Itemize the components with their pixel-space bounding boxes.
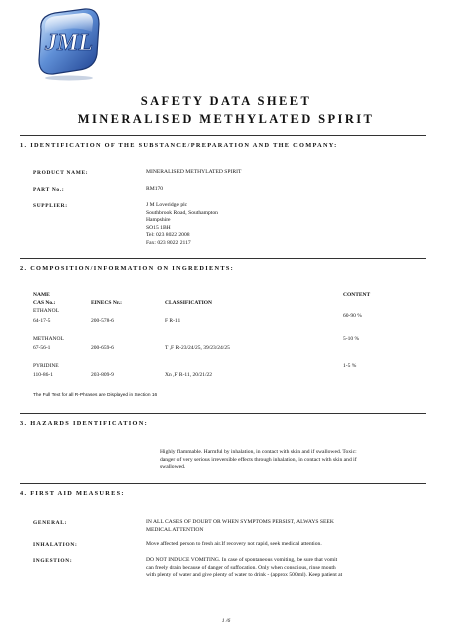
ingestion-line: can freely drain because of danger of suffocation. Only when conscious, rinse mouth [146,564,336,571]
ingredient-name: METHANOL [33,336,64,342]
hazards-text [160,449,410,472]
cas-column-header: CAS No.: [33,300,56,306]
einecs-column-header: EINECS Nr.: [91,300,122,306]
general-text [146,519,421,534]
page-number: 1 /6 [221,618,231,624]
supplier-line: Hampshire [146,217,171,224]
content-column-header: CONTENT [343,292,371,298]
supplier-line: Southbrook Road, Southampton [146,209,218,216]
ingredient-content: 5-10 % [343,336,360,342]
ingredient-cas: 64-17-5 [33,318,51,324]
ingredient-einecs: 203-809-9 [91,372,114,378]
supplier-line: Tel: 023 8022 2008 [146,232,190,239]
supplier-address [146,202,218,248]
ingestion-line: DO NOT INDUCE VOMITING. In case of spontaneous vomiting, be sure that vomit [146,557,338,563]
general-label: GENERAL: [33,520,68,526]
section-3-heading: 3. HAZARDS IDENTIFICATION: [20,420,148,427]
logo-text: JML [45,30,93,56]
supplier-line: J M Loveridge plc [146,202,188,208]
r-phrases-note: The Full Text for all R-Phrases are Displayed in Section 16 [33,393,158,398]
supplier-line: SO15 1BH [146,224,171,231]
ingredient-name: PYRIDINE [33,363,59,369]
ingredient-classification: T ,F R-23/24/25, 39/23/24/25 [165,345,230,351]
classification-column-header: CLASSIFICATION [165,300,212,306]
section-divider [20,483,426,484]
supplier-label: SUPPLIER: [33,203,68,209]
ingredient-content: 60-90 % [343,313,362,319]
ingredient-cas: 67-56-1 [33,345,51,351]
ingestion-line: with plenty of water and give plenty of water to drink - (approx 500ml). Keep patient at [146,572,343,579]
product-name-value: MINERALISED METHYLATED SPIRIT [146,169,242,175]
part-number-label: PART No.: [33,187,65,193]
ingredient-einecs: 200-659-6 [91,345,114,351]
section-4-heading: 4. FIRST AID MEASURES: [20,490,125,497]
hazards-line: Highly flammable. Harmful by inhalation, in contact with skin and if swallowed. Toxic: [160,449,357,455]
name-column-header: NAME [33,292,50,298]
company-logo [33,4,105,82]
hazards-line: swallowed. [160,464,186,471]
ingredient-classification: Xn ,F R-11, 20/21/22 [165,372,213,378]
inhalation-text: Move affected person to fresh air.If recovery not rapid, seek medical attention. [146,541,322,547]
ingredient-name: ETHANOL [33,308,59,314]
hazards-line: danger of very serious irreversible effects through inhalation, in contact with skin and if [160,456,357,463]
inhalation-label: INHALATION: [33,542,78,548]
ingredient-einecs: 200-578-6 [91,318,114,324]
section-2-heading: 2. COMPOSITION/INFORMATION ON INGREDIENTS: [20,265,235,272]
ingredient-classification: F R-11 [165,318,181,324]
section-divider [20,413,426,414]
ingredient-cas: 110-86-1 [33,372,53,378]
ingestion-text [146,557,424,580]
part-number-value: RM170 [146,186,164,192]
general-line: MEDICAL ATTENTION [146,526,204,533]
ingestion-label: INGESTION: [33,558,73,564]
section-divider [20,258,426,259]
product-name-label: PRODUCT NAME: [33,170,89,176]
section-1-heading: 1. IDENTIFICATION OF THE SUBSTANCE/PREPARATION AND THE COMPANY: [20,142,338,149]
document-title: SAFETY DATA SHEET [140,94,312,108]
supplier-line: Fax: 023 8022 2117 [146,239,191,246]
ingredient-content: 1-5 % [343,363,357,369]
general-line: IN ALL CASES OF DOUBT OR WHEN SYMPTOMS PERSIST, ALWAYS SEEK [146,519,334,525]
section-divider [20,135,426,136]
product-title: MINERALISED METHYLATED SPIRIT [77,112,375,126]
